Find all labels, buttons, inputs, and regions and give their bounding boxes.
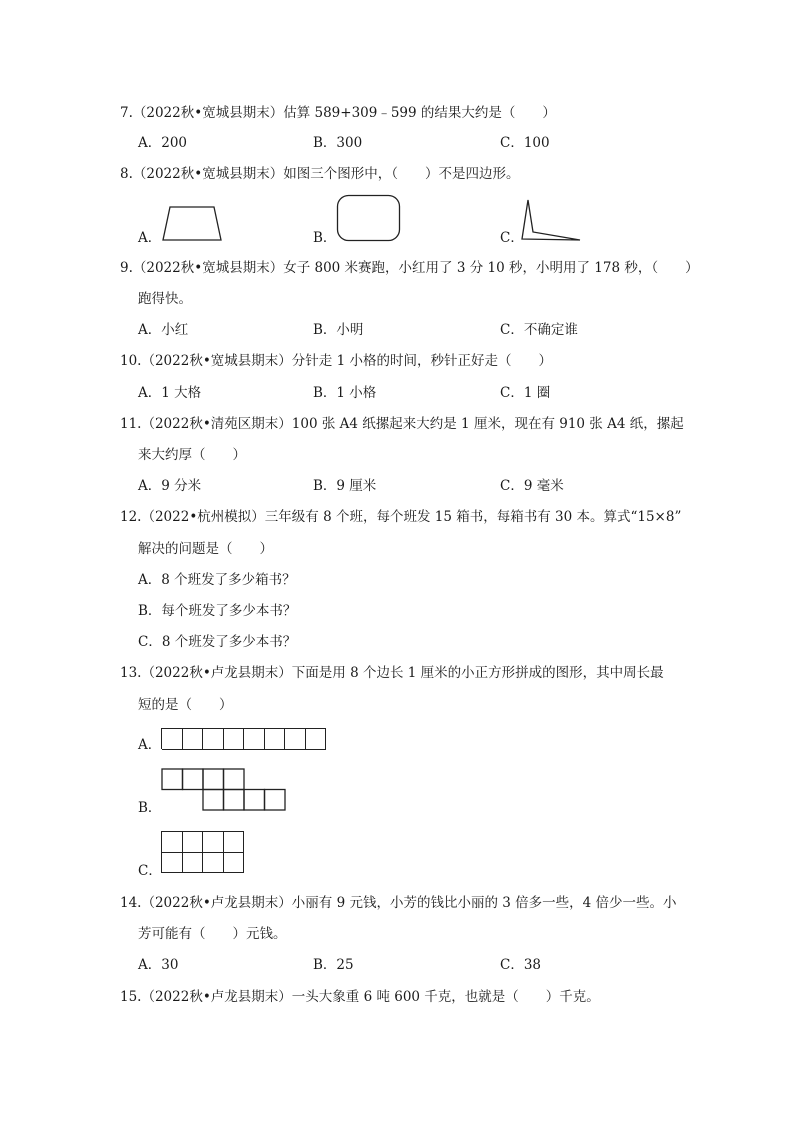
q14-option-b: B．25 [313, 957, 354, 973]
q13-figure-c-2x4 [161, 831, 244, 873]
q12-option-b: B．每个班发了多少本书？ [138, 603, 297, 619]
q8-option-c: C． [500, 230, 524, 246]
q7-option-c: C．100 [500, 135, 550, 151]
q11-stem-line1: 11.（2022秋•清苑区期末）100 张 A4 纸摞起来大约是 1 厘米，现在有 910 张 A4 纸，摞起 [120, 416, 684, 432]
q13-option-a: A． [138, 737, 162, 753]
q13-stem-line2: 短的是（ ） [138, 697, 233, 713]
q10-option-c: C．1 圈 [500, 385, 551, 401]
q13-option-c: C． [138, 863, 162, 879]
q14-stem-line1: 14.（2022秋•卢龙县期末）小丽有 9 元钱，小芳的钱比小丽的 3 倍多一些，4 倍少一些。小 [120, 895, 677, 911]
q9-stem-line2: 跑得快。 [138, 291, 192, 307]
rounded-rectangle-figure [335, 193, 403, 243]
q14-option-c: C．38 [500, 957, 542, 973]
q12-stem-line1: 12.（2022•杭州模拟）三年级有 8 个班，每个班发 15 箱书，每箱书有 30 本。算式“15×8” [120, 509, 682, 525]
q10-stem: 10.（2022秋•宽城县期末）分针走 1 小格的时间，秒针正好走（ ） [120, 353, 552, 369]
q8-option-b: B． [313, 230, 337, 246]
q11-stem-line2: 来大约厚（ ） [138, 447, 246, 463]
q9-stem-line1: 9.（2022秋•宽城县期末）女子 800 米赛跑，小红用了 3 分 10 秒，小明用了 178 秒，（ ） [120, 260, 699, 276]
q11-option-a: A．9 分米 [138, 478, 202, 494]
q10-option-a: A．1 大格 [138, 385, 202, 401]
concave-quadrilateral-figure [518, 196, 584, 244]
q12-option-c: C．8 个班发了多少本书？ [138, 634, 297, 650]
q14-option-a: A．30 [138, 957, 179, 973]
q11-option-c: C．9 毫米 [500, 478, 564, 494]
q13-figure-b-staggered [160, 768, 288, 812]
q7-option-a: A．200 [138, 135, 188, 151]
q7-stem: 7.（2022秋•宽城县期末）估算 589+309﹣599 的结果大约是（ ） [120, 105, 556, 121]
trapezoid-figure [160, 205, 224, 243]
q9-option-a: A．小红 [138, 322, 189, 338]
q13-option-b: B． [138, 800, 162, 816]
q8-option-a: A． [138, 230, 162, 246]
q15-stem: 15.（2022秋•卢龙县期末）一头大象重 6 吨 600 千克，也就是（ ）千克。 [120, 989, 600, 1005]
q11-option-b: B．9 厘米 [313, 478, 377, 494]
q13-figure-a-1x8 [161, 728, 326, 749]
q14-stem-line2: 芳可能有（ ）元钱。 [138, 926, 287, 942]
q9-option-c: C．不确定谁 [500, 322, 578, 338]
q8-stem: 8.（2022秋•宽城县期末）如图三个图形中，（ ）不是四边形。 [120, 166, 520, 182]
q10-option-b: B．1 小格 [313, 385, 377, 401]
q13-stem-line1: 13.（2022秋•卢龙县期末）下面是用 8 个边长 1 厘米的小正方形拼成的图形，其中周长最 [120, 665, 664, 681]
q9-option-b: B．小明 [313, 322, 364, 338]
q7-option-b: B．300 [313, 135, 363, 151]
q12-option-a: A．8 个班发了多少箱书？ [138, 572, 296, 588]
q12-stem-line2: 解决的问题是（ ） [138, 541, 273, 557]
